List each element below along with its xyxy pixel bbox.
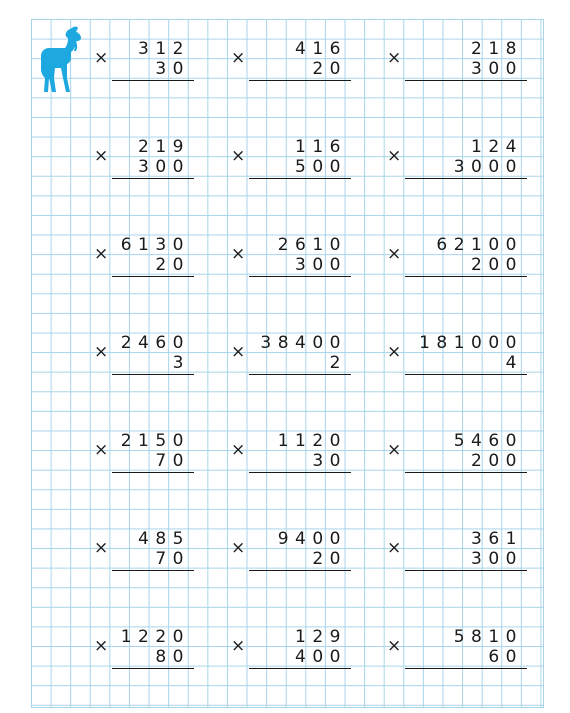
problem (94, 40, 190, 84)
answer-line (112, 80, 194, 81)
multiply-sign: × (94, 48, 109, 68)
multiplier: 300 (295, 255, 347, 275)
multiplier: 3 (172, 353, 190, 373)
multiplicand: 38400 (260, 333, 347, 353)
multiply-sign: × (94, 636, 109, 656)
multiply-sign: × (387, 146, 402, 166)
multiplicand: 181000 (419, 333, 523, 353)
multiplicand: 2460 (120, 333, 190, 353)
multiplicand: 9400 (277, 529, 347, 549)
multiply-sign: × (231, 244, 246, 264)
multiply-sign: × (231, 440, 246, 460)
answer-line (249, 472, 351, 473)
problem (94, 334, 190, 378)
answer-line (249, 570, 351, 571)
multiplicand: 5460 (453, 431, 523, 451)
answer-line (405, 80, 527, 81)
multiplier: 30 (312, 451, 347, 471)
multiplicand: 129 (295, 627, 347, 647)
answer-line (112, 178, 194, 179)
multiplier: 60 (488, 647, 523, 667)
multiplier: 20 (155, 255, 190, 275)
multiplicand: 6130 (120, 235, 190, 255)
multiply-sign: × (231, 146, 246, 166)
multiply-sign: × (387, 636, 402, 656)
multiplier: 300 (471, 549, 523, 569)
problem (231, 138, 347, 182)
problem (387, 40, 523, 84)
answer-line (249, 80, 351, 81)
problem (387, 628, 523, 672)
problem (231, 40, 347, 84)
answer-line (249, 374, 351, 375)
multiplier: 400 (295, 647, 347, 667)
problem (94, 530, 190, 574)
answer-line (112, 374, 194, 375)
multiplicand: 218 (471, 39, 523, 59)
problem (231, 432, 347, 476)
answer-line (405, 276, 527, 277)
multiplier: 300 (471, 59, 523, 79)
multiplicand: 62100 (436, 235, 523, 255)
multiplicand: 2610 (277, 235, 347, 255)
multiply-sign: × (387, 48, 402, 68)
multiply-sign: × (387, 440, 402, 460)
multiplicand: 312 (138, 39, 190, 59)
problem (387, 236, 523, 280)
problem (94, 138, 190, 182)
multiply-sign: × (94, 146, 109, 166)
multiplier: 200 (471, 451, 523, 471)
answer-line (405, 374, 527, 375)
problem (94, 432, 190, 476)
answer-line (112, 472, 194, 473)
problem (231, 334, 347, 378)
problem (94, 236, 190, 280)
answer-line (405, 472, 527, 473)
answer-line (112, 668, 194, 669)
multiplier: 200 (471, 255, 523, 275)
multiplicand: 5810 (453, 627, 523, 647)
multiplier: 300 (138, 157, 190, 177)
multiplicand: 485 (138, 529, 190, 549)
multiply-sign: × (94, 342, 109, 362)
problem (231, 530, 347, 574)
problem (231, 628, 347, 672)
answer-line (249, 668, 351, 669)
multiplicand: 116 (295, 137, 347, 157)
multiplicand: 1220 (120, 627, 190, 647)
answer-line (249, 276, 351, 277)
multiply-sign: × (231, 48, 246, 68)
problem (387, 432, 523, 476)
multiplier: 80 (155, 647, 190, 667)
answer-line (112, 276, 194, 277)
multiply-sign: × (94, 440, 109, 460)
multiply-sign: × (387, 244, 402, 264)
multiplier: 20 (312, 549, 347, 569)
multiply-sign: × (94, 538, 109, 558)
problem (94, 628, 190, 672)
answer-line (405, 570, 527, 571)
multiply-sign: × (94, 244, 109, 264)
multiplicand: 416 (295, 39, 347, 59)
multiplier: 3000 (453, 157, 523, 177)
multiply-sign: × (231, 342, 246, 362)
multiplicand: 219 (138, 137, 190, 157)
multiplicand: 361 (471, 529, 523, 549)
multiplicand: 2150 (120, 431, 190, 451)
answer-line (405, 668, 527, 669)
multiplier: 70 (155, 549, 190, 569)
problem (387, 334, 523, 378)
problem (387, 530, 523, 574)
multiplier: 30 (155, 59, 190, 79)
answer-line (249, 178, 351, 179)
multiplicand: 1120 (277, 431, 347, 451)
multiplier: 500 (295, 157, 347, 177)
multiply-sign: × (387, 538, 402, 558)
goat-icon (37, 26, 87, 94)
multiplier: 70 (155, 451, 190, 471)
problem (387, 138, 523, 182)
problem (231, 236, 347, 280)
multiplier: 4 (505, 353, 523, 373)
multiplicand: 124 (471, 137, 523, 157)
multiply-sign: × (231, 636, 246, 656)
answer-line (405, 178, 527, 179)
multiplier: 2 (329, 353, 347, 373)
multiplier: 20 (312, 59, 347, 79)
multiply-sign: × (231, 538, 246, 558)
answer-line (112, 570, 194, 571)
multiply-sign: × (387, 342, 402, 362)
